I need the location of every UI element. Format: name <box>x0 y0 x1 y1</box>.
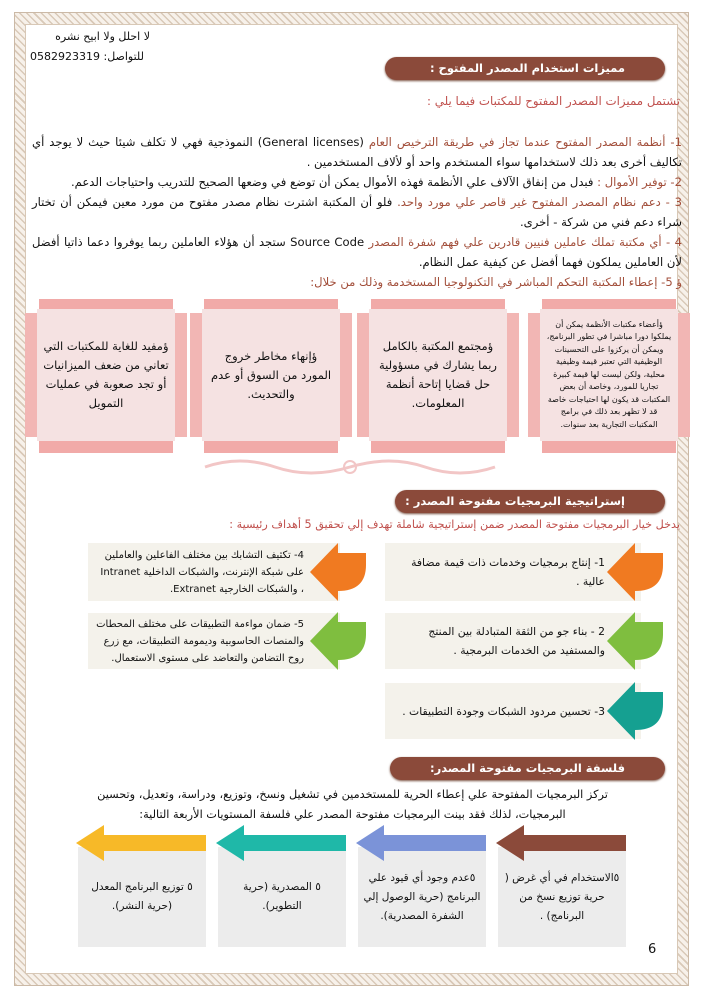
section-title-features: مميزات استخدام المصدر المفتوح : <box>385 57 665 80</box>
header-block <box>30 27 150 67</box>
strategy-intro: يدخل خيار البرمجيات مفتوحة المصدر ضمن إستراتيجية شاملة تهدف إلي تحقيق 5 أهداف رئيسية : <box>229 518 680 531</box>
notice-text: لا احلل ولا ابيح نشره <box>55 30 150 43</box>
feature-card: ؤمجتمع المكتبة بالكامل ربما يشارك في مسؤولية حل قضايا إتاحة أنظمة المعلومات. <box>365 305 511 445</box>
feature-card: ؤمفيد للغاية للمكتبات التي تعاني من ضعف الميزانيات أو تجد صعوبة في عمليات التمويل <box>33 305 179 445</box>
features-intro: تشتمل مميزات المصدر المفتوح للمكتبات فيما يلي : <box>427 94 680 108</box>
level-arrow-icon <box>354 825 488 861</box>
goal-arrow-icon <box>605 612 665 670</box>
goal-box: 2 - بناء جو من الثقة المتبادلة بين المنتج والمستفيد من الخدمات البرمجية . <box>385 613 641 669</box>
feature-item: 1- أنظمة المصدر المفتوح عندما تجاز في طريقة الترخيص العام (General licenses) النموذجية فهي لا تكلف شيئا حيث لا يوجد أي تكاليف أخرى بعد ذلك لاستخدامها سواء المستخدم واحد أو لألاف المستخدمين . <box>32 135 682 169</box>
philosophy-text: تركز البرمجيات المفتوحة علي إعطاء الحرية للمستخدمين في تشغيل ونسخ، وتوزيع، ودراسة، وتعديل، وتحسين البرمجيات، لذلك فقد بينت البرمجيات مفتوحة المصدر علي فلسفة المستويات الأربعة التالية: <box>97 788 608 821</box>
decorative-swirl-icon <box>200 455 500 479</box>
feature-item: 2- توفير الأموال : فبدل من إنفاق الآلاف علي الأنظمة فهذه الأموال يمكن أن توضع في وضعها الصحيح للتدريب واحتياجات الدعم. <box>70 175 682 189</box>
goal-box: 5- ضمان مواءمة التطبيقات على مختلف المحطات والمنصات الحاسوبية وديمومة التطبيقات، مع زرع روح التضامن والتعاضد على مستوى الاستعمال. <box>88 613 340 669</box>
level-arrow-icon <box>214 825 348 861</box>
goal-arrow-icon <box>605 682 665 740</box>
feature-item: 4 - أي مكتبة تملك عاملين فنيين قادرين علي فهم شفرة المصدر Source Code ستجد أن هؤلاء العاملين ربما يوفروا دعما ذاتيا أفضل لأن العاملين يملكون فهما أفضل عن كيفية عمل النظام. <box>32 235 682 269</box>
feature-card: ؤإنهاء مخاطر خروج المورد من السوق أو عدم والتحديث. <box>198 305 344 445</box>
feature-item: ؤ 5- إعطاء المكتبة التحكم المباشر في التكنولوجيا المستخدمة وذلك من خلال: <box>310 275 682 289</box>
goal-box: 4- تكثيف التشابك بين مختلف الفاعلين والعاملين على شبكة الإنترنت، والشبكات الداخلية Intranet ، والشبكات الخارجية Extranet. <box>88 543 340 601</box>
goal-arrow-icon <box>605 543 665 601</box>
feature-card: ؤأعضاء مكتبات الأنظمة يمكن أن يملكوا دورا مباشرا في تطور البرنامج، ويمكن أن يركزوا على التحسينات الوظيفية التي تعتبر قيمة وظيفية محلية، ولكن ليست لها قيمة كبيرة تجاريا للمورد، وخاصة أن بعض المكتبات قد يكون لها احتياجات خاصة قد لا تظهر بعد ذلك في برامج المكتبات التجارية بعد سنوات. <box>536 305 682 445</box>
features-list <box>32 128 682 292</box>
feature-item: 3 - دعم نظام المصدر المفتوح غير قاصر علي مورد واحد. فلو أن المكتبة اشترت نظام مصدر مفتوح من مورد معين فيمكن أن تختار شراء دعم فني من شركة - أخرى. <box>32 195 682 229</box>
section-title-strategy: إستراتيجية البرمجيات مفتوحة المصدر : <box>395 490 665 513</box>
section-title-philosophy: فلسفة البرمجيات مفتوحة المصدر: <box>390 757 665 780</box>
level-arrow-icon <box>494 825 628 861</box>
level-arrow-icon <box>74 825 208 861</box>
goal-arrow-icon <box>308 543 368 601</box>
contact-text: للتواصل: 0582923319 <box>30 50 144 63</box>
goal-box: 1- إنتاج برمجيات وخدمات ذات قيمة مضافة عالية . <box>385 543 641 601</box>
page-number: 6 <box>648 942 657 957</box>
goal-box: 3- تحسين مردود الشبكات وجودة التطبيقات . <box>385 683 641 739</box>
goal-arrow-icon <box>308 612 368 670</box>
